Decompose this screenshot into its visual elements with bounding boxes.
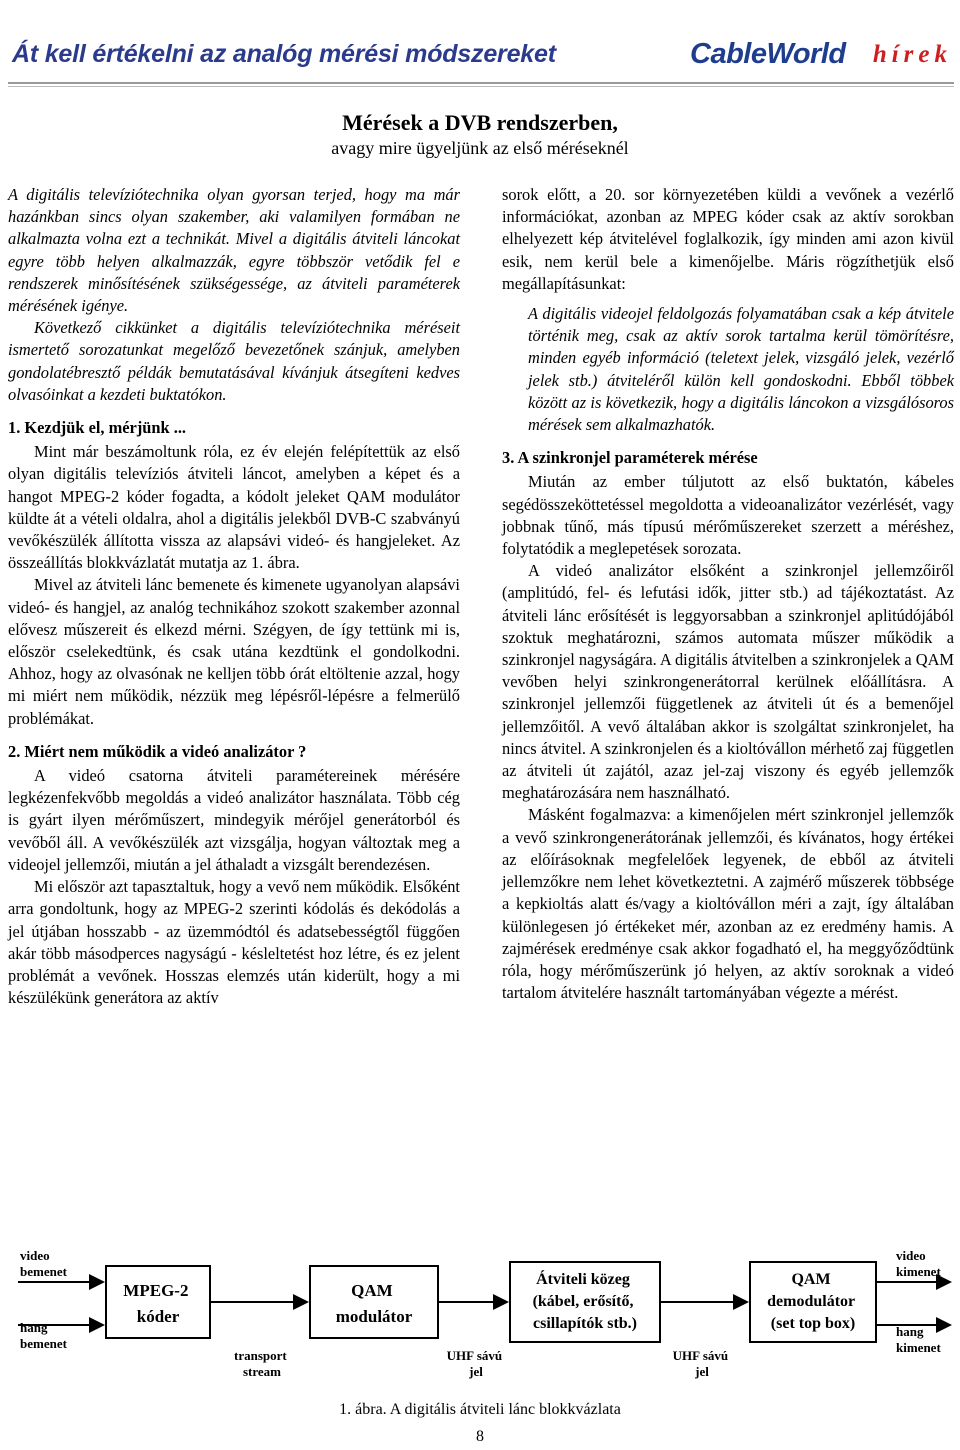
- section-heading: 3. A szinkronjel paraméterek mérése: [502, 448, 758, 468]
- qam-demodulator-label: QAM demodulátor (set top box): [767, 1271, 856, 1332]
- body-paragraph: A videó csatorna átviteli paramétereinek mérésére legkézenfekvőbb megoldás a videó analizátor használata. Több cég is gyárt ilyen mérőműszert, mindegyik mérőjel generátorból és vevőből áll. A vevőkészülék azt vizsgálja, hogyan változtak meg a videojel jellemzői, miután a jel áthaladt a vizsgált berendezésen.: [8, 766, 460, 874]
- uhf-signal-label: UHF sávú jel: [672, 1348, 729, 1379]
- body-paragraph: Mi először azt tapasztaltuk, hogy a vevő nem működik. Elsőként arra gondoltunk, hogy az MPEG-2 szerinti kódolás és dekódolás a jel útjában hosszabb - az üzemmódtól és adatsebességtől függően akár több másodperces nagyságú - késleltetést hoz létre, és ez jelent problémát a vevőnek. Hosszas elemzés után kiderült, hogy a mi készülékünk generátora az aktív: [8, 877, 460, 1008]
- left-column: [8, 184, 460, 1009]
- page-header: [0, 0, 960, 86]
- audio-output-label: hang kimenet: [896, 1324, 941, 1355]
- block-diagram: [0, 1238, 960, 1388]
- highlight-quote: A digitális videojel feldolgozás folyamatában csak a kép átvitele történik meg, csak az aktív sorok tartalma kerül tömörítésre, minden egyéb információ (teletext jelek, vizsgáló jelek, vezérlő jelek stb.) átviteléről külön kell gondoskodni. Ebből többek között az is következik, hogy a digitális láncokon a vizsgálósoros mérések sem alkalmazhatók.: [528, 304, 954, 435]
- article-subtitle: avagy mire ügyeljünk az első méréseknél: [331, 138, 629, 158]
- body-paragraph: Mint már beszámoltunk róla, ez év elején felépítettük az első olyan digitális televíziós átviteli láncot, amelyben a képet és a hangot MPEG-2 kóder fogadta, a kódolt jeleket QAM modulátor küldte át a vételi oldalra, ahol a digitális jelekből DVB-C szabványú vevőkészülék állította vissza az alapsávi videó- és hangjeleket. Az összeállítás blokkvázlatát mutatja az 1. ábra.: [8, 442, 460, 573]
- right-column: [502, 184, 954, 1004]
- header-rule: [8, 82, 954, 84]
- article-title: Mérések a DVB rendszerben,: [342, 110, 618, 135]
- section-heading: 1. Kezdjük el, mérjünk ...: [8, 418, 187, 438]
- header-title: Át kell értékelni az analóg mérési módszereket: [12, 40, 556, 68]
- logo-suffix: hírek: [872, 41, 952, 68]
- body-paragraph: Mivel az átviteli lánc bemenete és kimenete ugyanolyan alapsávi videó- és hangjel, az analóg technikához szokott szakember azonnal elővesz műszereit és elkezd mérni. Szégyen, de így tettünk mi is, először cselekedtünk, és csak utána kezdtünk el gondolkodni. Ahhoz, hogy az olvasónak ne kelljen több órát eltöltenie azzal, hogy mi miért nem működik, nézzük meg lépésről-lépésre a felmerülő problémákat.: [8, 575, 460, 728]
- transport-stream-label: transport stream: [234, 1348, 287, 1379]
- qam-modulator-box: [310, 1266, 438, 1338]
- page-number: 8: [476, 1428, 484, 1445]
- intro-paragraph: A digitális televíziótechnika olyan gyorsan terjed, hogy ma már hazánkban sincs olyan szakember, aki valamilyen formában ne alkalmazta volna ezt a technikát. Mivel a digitális átviteli láncokat egyre több helyen alkalmazzák, egyre többször vetődik fel e rendszerek minősítésének szükségessége, az átviteli paraméterek mérésének igénye.: [8, 185, 460, 316]
- audio-input-label: hang bemenet: [20, 1320, 67, 1351]
- figure-caption: 1. ábra. A digitális átviteli lánc blokkvázlata: [339, 1401, 621, 1418]
- header-rule-thin: [8, 86, 954, 87]
- logo-brand: CableWorld: [690, 38, 846, 70]
- body-paragraph: sorok előtt, a 20. sor környezetében küldi a vevőnek a vezérlő információkat, azonban az MPEG kóder csak az aktív sorokban elhelyezett kép átvitelével foglalkozik, így minden ami azon kivül esik, nem kerül bele a kimenőjelbe. Máris rögzíthetjük első megállapításunkat:: [502, 185, 954, 293]
- qam-modulator-label: QAM modulátor: [335, 1281, 413, 1326]
- body-paragraph: A videó analizátor elsőként a szinkronjel jellemzőiről (amplitúdó, fel- és lefutási idők, jitter stb.) ad tájékoztatást. Az átviteli lánc erősítését is leggyorsabban a szinkronjel aplitúdójából szoktuk meghatározni, számos automata műszer működik a szinkronjel nagyságára. A digitális átvitelben a szinkronjelek a QAM vevőben helyi szinkrongenerátorral kerülnek előállításra. A szinkronjel jellemzői függetlenek az átviteli út és a bemenőjel jellemzőitől. A vevő általában akkor is szolgáltat szinkronjelet, ha nincs átvitel. A szinkronjelen és a kioltóvállon mérhető zaj független az átviteli út zajától, azaz jel-zaj viszony és egyéb jellemzők meghatározására nem használható.: [502, 561, 954, 803]
- body-paragraph: Másként fogalmazva: a kimenőjelen mért szinkronjel jellemzők a vevő szinkrongenerátorának jellemzői, és kívánatos, hogy értékei az előírásoknak megfelelőek legyenek, de ebből az átviteli jellemzőkre nem lehet következtetni. A zajmérő műszerek többsége a kepkioltás alatt és/vagy a kioltóvállon méri a zajt, így általában különlegesen jó értékeket mér, azonban az ez eredmény hamis. A zajmérések eredménye csak akkor fogadható el, ha meggyőződtünk róla, hogy mérőműszerünk jó helyen, az aktív soroknak a videó tartalom átvitelére használt tartományában végezte a mérést.: [502, 805, 954, 1003]
- cableworld-logo: [690, 38, 952, 76]
- video-input-label: video bemenet: [20, 1248, 67, 1279]
- mpeg2-encoder-label: MPEG-2 kóder: [123, 1281, 189, 1326]
- body-paragraph: Miután az ember túljutott az első buktatón, kábeles segédösszeköttetéssel megoldotta a videoanalizátor vezérlését, vagy jobbnak tűnő, más típusú mérőműszereket szerzett a méréshez, folytatódik a meglepetések sorozata.: [502, 472, 954, 559]
- intro-paragraph: Következő cikkünket a digitális televíziótechnika méréseit ismertető sorozatunkat megelőző bevezetőnek szánjuk, amelyben gondolatébresztő példák bemutatásával kívánjuk átsegíteni kedves olvasóinkat a kezdeti buktatókon.: [8, 318, 460, 404]
- transmission-medium-label: Átviteli közeg (kábel, erősítő, csillapítók stb.): [532, 1271, 638, 1332]
- video-output-label: video kimenet: [896, 1248, 941, 1279]
- section-heading: 2. Miért nem működik a videó analizátor ?: [8, 741, 307, 761]
- uhf-signal-label: UHF sávú jel: [446, 1348, 503, 1379]
- mpeg2-encoder-box: [106, 1266, 210, 1338]
